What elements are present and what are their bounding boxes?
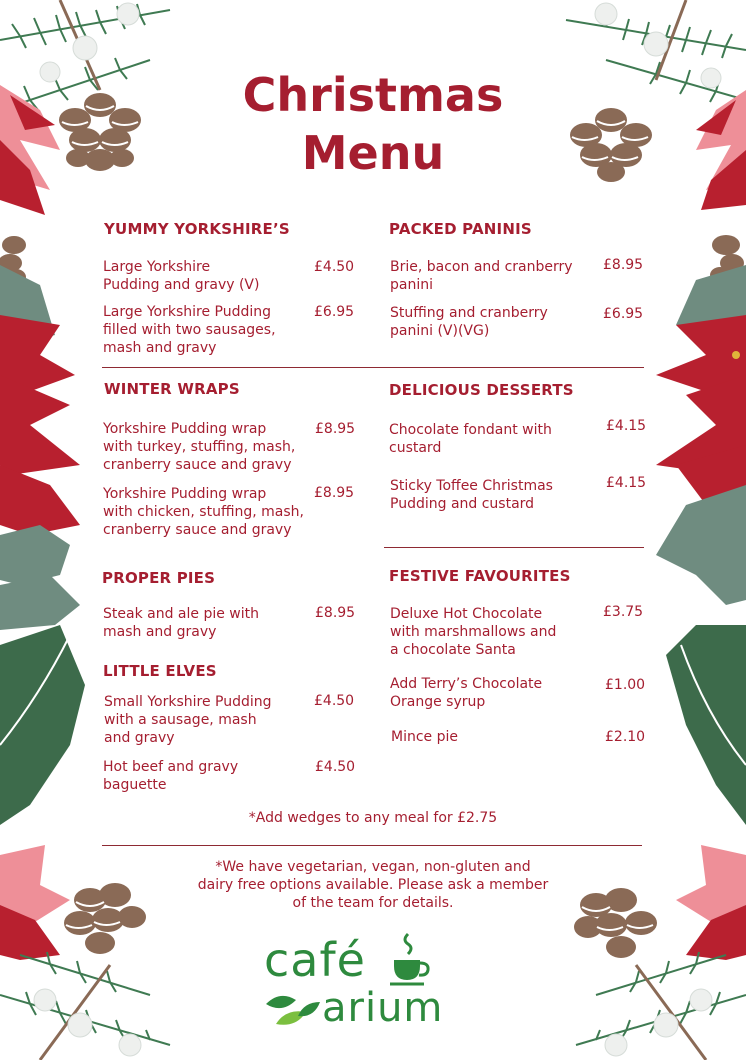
item-line: Steak and ale pie with bbox=[103, 606, 259, 622]
menu-price: £3.75 bbox=[603, 604, 644, 620]
left-side-decoration bbox=[0, 225, 90, 825]
menu-item-chocolate-fondant bbox=[389, 421, 599, 457]
item-line: Large Yorkshire bbox=[103, 259, 211, 275]
item-line: cranberry sauce and gravy bbox=[103, 457, 292, 473]
section-heading-elves: LITTLE ELVES bbox=[103, 662, 217, 680]
menu-item-yorkshire-sausages bbox=[103, 303, 313, 357]
menu-price: £4.50 bbox=[314, 259, 355, 275]
section-heading-pies: PROPER PIES bbox=[102, 569, 216, 587]
menu-price: £6.95 bbox=[314, 304, 355, 320]
item-line: Pudding and custard bbox=[390, 496, 535, 512]
menu-price: £4.15 bbox=[606, 418, 647, 434]
menu-price: £8.95 bbox=[314, 485, 355, 501]
section-heading-yorkshires: YUMMY YORKSHIRE’S bbox=[104, 220, 290, 238]
item-line: Orange syrup bbox=[390, 694, 486, 710]
item-line: panini bbox=[390, 277, 433, 293]
coffee-cup-icon bbox=[388, 932, 432, 988]
item-line: Yorkshire Pudding wrap bbox=[103, 486, 267, 502]
item-line: Small Yorkshire Pudding bbox=[104, 694, 272, 710]
divider-2 bbox=[384, 547, 644, 548]
menu-item-chicken-wrap bbox=[103, 485, 318, 539]
menu-price: £6.95 bbox=[603, 306, 644, 322]
item-line: with a sausage, mash bbox=[104, 712, 257, 728]
menu-item-turkey-wrap bbox=[103, 420, 318, 474]
menu-price: £4.50 bbox=[314, 693, 355, 709]
item-line: panini (V)(VG) bbox=[390, 323, 490, 339]
item-line: Pudding and gravy (V) bbox=[103, 277, 260, 293]
menu-item-beef-baguette bbox=[103, 758, 313, 794]
item-line: filled with two sausages, bbox=[103, 322, 276, 338]
section-heading-festive: FESTIVE FAVOURITES bbox=[389, 567, 571, 585]
menu-price: £4.50 bbox=[315, 759, 356, 775]
item-line: Hot beef and gravy bbox=[103, 759, 239, 775]
divider-3 bbox=[102, 845, 642, 846]
section-heading-paninis: PACKED PANINIS bbox=[389, 220, 532, 238]
title-line-1: Christmas bbox=[242, 68, 504, 122]
menu-price: £8.95 bbox=[315, 421, 356, 437]
item-line: mash and gravy bbox=[103, 624, 217, 640]
menu-item-large-yorkshire bbox=[103, 258, 313, 294]
item-line: Chocolate fondant with bbox=[389, 422, 552, 438]
menu-price: £8.95 bbox=[603, 257, 644, 273]
wedges-note: *Add wedges to any meal for £2.75 bbox=[248, 810, 498, 826]
divider-1 bbox=[102, 367, 644, 368]
item-line: Sticky Toffee Christmas bbox=[390, 478, 553, 494]
item-line: with chicken, stuffing, mash, bbox=[103, 504, 304, 520]
item-line: Yorkshire Pudding wrap bbox=[103, 421, 267, 437]
menu-price: £2.10 bbox=[605, 729, 646, 745]
item-line: baguette bbox=[103, 777, 167, 793]
right-side-decoration bbox=[636, 225, 746, 845]
item-line: and gravy bbox=[104, 730, 175, 746]
note-line: dairy free options available. Please ask a member bbox=[197, 877, 549, 893]
item-line: Mince pie bbox=[391, 729, 458, 745]
menu-price: £4.15 bbox=[606, 475, 647, 491]
item-line: with turkey, stuffing, mash, bbox=[103, 439, 296, 455]
menu-item-brie-panini bbox=[390, 258, 600, 294]
menu-item-stuffing-panini bbox=[390, 304, 600, 340]
note-line: of the team for details. bbox=[292, 895, 454, 911]
item-line: custard bbox=[389, 440, 442, 456]
item-line: Brie, bacon and cranberry bbox=[390, 259, 573, 275]
menu-item-mince-pie bbox=[391, 728, 601, 746]
item-line: Add Terry’s Chocolate bbox=[390, 676, 543, 692]
section-heading-wraps: WINTER WRAPS bbox=[104, 380, 240, 398]
logo-word-arium: arium bbox=[322, 985, 444, 1031]
menu-item-orange-syrup bbox=[390, 675, 600, 711]
item-line: cranberry sauce and gravy bbox=[103, 522, 292, 538]
logo-word-cafe: café bbox=[264, 933, 366, 987]
item-line: Large Yorkshire Pudding bbox=[103, 304, 272, 320]
note-line: *We have vegetarian, vegan, non-gluten and bbox=[215, 859, 531, 875]
item-line: Stuffing and cranberry bbox=[390, 305, 548, 321]
leaves-icon bbox=[262, 986, 322, 1034]
menu-item-small-yorkshire bbox=[104, 693, 314, 747]
dietary-note bbox=[0, 858, 746, 912]
item-line: mash and gravy bbox=[103, 340, 217, 356]
title-line-2: Menu bbox=[301, 126, 445, 180]
item-line: Deluxe Hot Chocolate bbox=[390, 606, 543, 622]
menu-item-hot-chocolate bbox=[390, 605, 600, 659]
menu-item-sticky-toffee bbox=[390, 477, 600, 513]
item-line: a chocolate Santa bbox=[390, 642, 516, 658]
menu-price: £8.95 bbox=[315, 605, 356, 621]
section-heading-desserts: DELICIOUS DESSERTS bbox=[389, 381, 574, 399]
menu-title bbox=[0, 66, 746, 182]
cafe-arium-logo bbox=[262, 932, 482, 1042]
item-line: with marshmallows and bbox=[390, 624, 557, 640]
menu-item-steak-ale-pie bbox=[103, 605, 313, 641]
menu-price: £1.00 bbox=[605, 677, 646, 693]
